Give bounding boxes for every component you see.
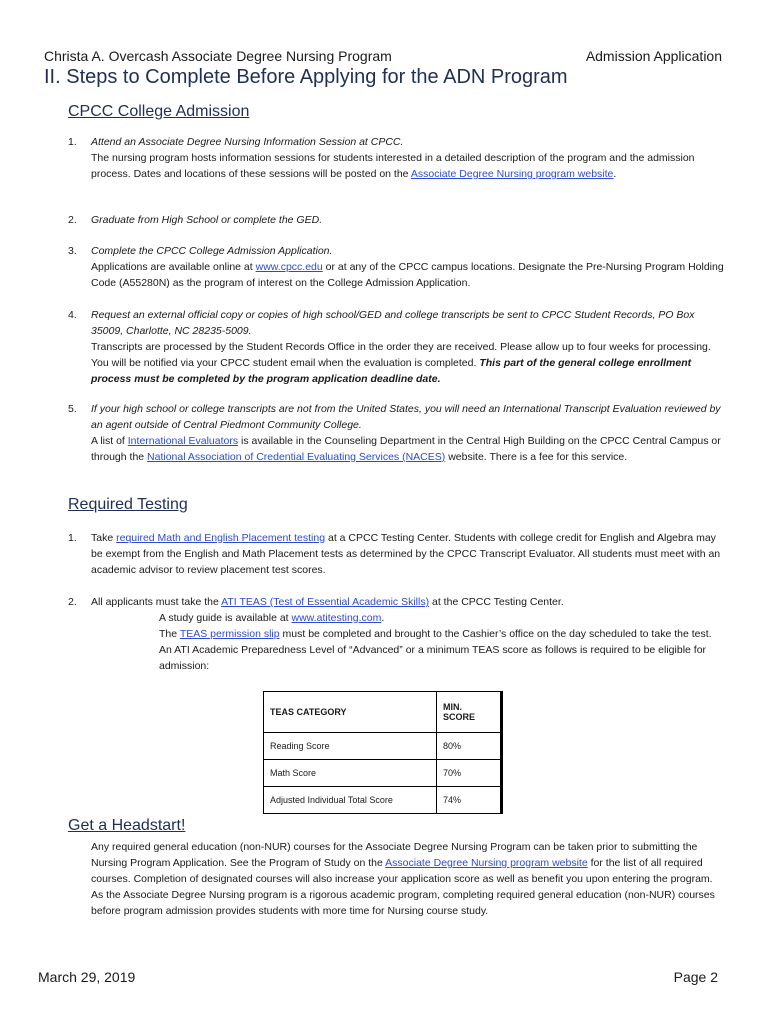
item-text-end: or at any of the CPCC campus locations. Designate the Pre-Nursing Program Holding Code (A55280N) as the program of interest on the College Admission Application.	[91, 261, 724, 289]
section-heading-required-testing: Required Testing	[68, 496, 188, 513]
item-text: All applicants must take the	[91, 596, 222, 608]
table-row	[264, 787, 502, 814]
header-program-name: Christa A. Overcash Associate Degree Nursing Program	[44, 48, 392, 64]
international-evaluators-link[interactable]: International Evaluators	[127, 435, 239, 447]
footer-page-number: Page 2	[673, 969, 718, 985]
adn-website-link[interactable]: Associate Degree Nursing program website	[410, 168, 614, 180]
list-item	[68, 530, 728, 578]
list-item	[68, 594, 728, 674]
naces-link[interactable]: National Association of Credential Evaluating Services (NACES)	[147, 451, 446, 463]
footer-date: March 29, 2019	[38, 969, 136, 985]
item-title: Graduate from High School or complete the GED.	[91, 214, 323, 226]
deadline-note: This part of the general college enrollment process must be completed by the program application deadline date.	[91, 357, 692, 385]
table-row	[264, 733, 502, 760]
item-text: A list of	[91, 435, 128, 447]
item-title: Complete the CPCC College Admission Application.	[91, 245, 333, 257]
item-text: Transcripts are processed by the Student Records Office in the order they are received. Please allow up to four weeks for processing. You will be notified via your CPCC student email when the evaluation is completed.	[91, 341, 711, 369]
section-heading-college-admission: CPCC College Admission	[68, 103, 250, 120]
teas-permission-slip-link[interactable]: TEAS permission slip	[179, 628, 280, 640]
item-text-end: at the CPCC Testing Center.	[429, 596, 564, 608]
teas-score-table	[263, 691, 503, 814]
table-cell-category: Reading Score	[264, 733, 437, 760]
paragraph-text: Any required general education (non-NUR) courses for the Associate Degree Nursing Program can be taken prior to submitting the Nursing Program Application. See the Program of Study on the	[91, 841, 698, 869]
study-guide-end: .	[381, 612, 385, 624]
table-header-min-score: MIN. SCORE	[437, 692, 502, 733]
list-item	[68, 212, 728, 228]
item-text: Take	[91, 532, 117, 544]
headstart-paragraph	[91, 839, 721, 919]
table-row	[264, 760, 502, 787]
item-text-end: website. There is a fee for this service.	[445, 451, 628, 463]
table-cell-category: Math Score	[264, 760, 437, 787]
item-title: Request an external official copy or copies of high school/GED and college transcripts be sent to CPCC Student Records, PO Box 35009, Charlotte, NC 28235-5009.	[91, 309, 695, 337]
item-number: 2.	[68, 596, 77, 608]
list-item	[68, 401, 728, 465]
list-item	[68, 307, 728, 387]
item-text: Applications are available online at	[91, 261, 256, 273]
page-title: II. Steps to Complete Before Applying for the ADN Program	[44, 66, 568, 88]
section-heading-headstart: Get a Headstart!	[68, 817, 186, 834]
item-text: The nursing program hosts information sessions for students interested in a detailed description of the program and the admission process. Dates and locations of these sessions will be posted on the	[91, 152, 695, 180]
item-title: If your high school or college transcripts are not from the United States, you will need an International Transcript Evaluation reviewed by an agent outside of Central Piedmont Community College.	[91, 403, 721, 431]
item-number: 1.	[68, 136, 77, 148]
paragraph-text-end: for the list of all required courses. Completion of designated courses will also increase your application score as well as benefit you upon entering the program. As the Associate Degree Nursing program is a rigorous academic program, completing required general education (non-NUR) courses before program admission provides students with more time for Nursing course study.	[91, 857, 715, 917]
preparedness-level-text: An ATI Academic Preparedness Level of “Advanced” or a minimum TEAS score as follows is required to be eligible for admission:	[159, 644, 707, 672]
adn-website-link-2[interactable]: Associate Degree Nursing program website	[385, 857, 588, 869]
cpcc-website-link[interactable]: www.cpcc.edu	[255, 261, 323, 273]
item-number: 3.	[68, 245, 77, 257]
item-title: Attend an Associate Degree Nursing Information Session at CPCC.	[91, 136, 404, 148]
list-item	[68, 243, 728, 291]
permission-slip-prefix: The	[159, 628, 180, 640]
item-text-end: .	[613, 168, 617, 180]
list-item	[68, 134, 728, 182]
placement-testing-link[interactable]: required Math and English Placement testing	[116, 532, 326, 544]
table-header-category: TEAS CATEGORY	[264, 692, 437, 733]
atitesting-link[interactable]: www.atitesting.com	[291, 612, 382, 624]
item-number: 5.	[68, 403, 77, 415]
item-text-end: at a CPCC Testing Center. Students with college credit for English and Algebra may be exempt from the English and Math Placement tests as determined by the CPCC Transcript Evaluator. All students must meet with an academic advisor to review placement test scores.	[91, 532, 721, 576]
table-cell-category: Adjusted Individual Total Score	[264, 787, 437, 814]
permission-slip-text: must be completed and brought to the Cashier’s office on the day scheduled to take the test.	[279, 628, 712, 640]
table-cell-score: 70%	[437, 760, 502, 787]
table-header-row	[264, 692, 502, 733]
item-number: 1.	[68, 532, 77, 544]
item-number: 4.	[68, 309, 77, 321]
header-document-type: Admission Application	[585, 48, 722, 64]
table-cell-score: 74%	[437, 787, 502, 814]
study-guide-text: A study guide is available at	[159, 612, 292, 624]
ati-teas-link[interactable]: ATI TEAS (Test of Essential Academic Skills)	[221, 596, 430, 608]
table-cell-score: 80%	[437, 733, 502, 760]
item-number: 2.	[68, 214, 77, 226]
item-text-middle: is available in the Counseling Department in the Central High Building on the CPCC Central Campus or through the	[91, 435, 721, 463]
